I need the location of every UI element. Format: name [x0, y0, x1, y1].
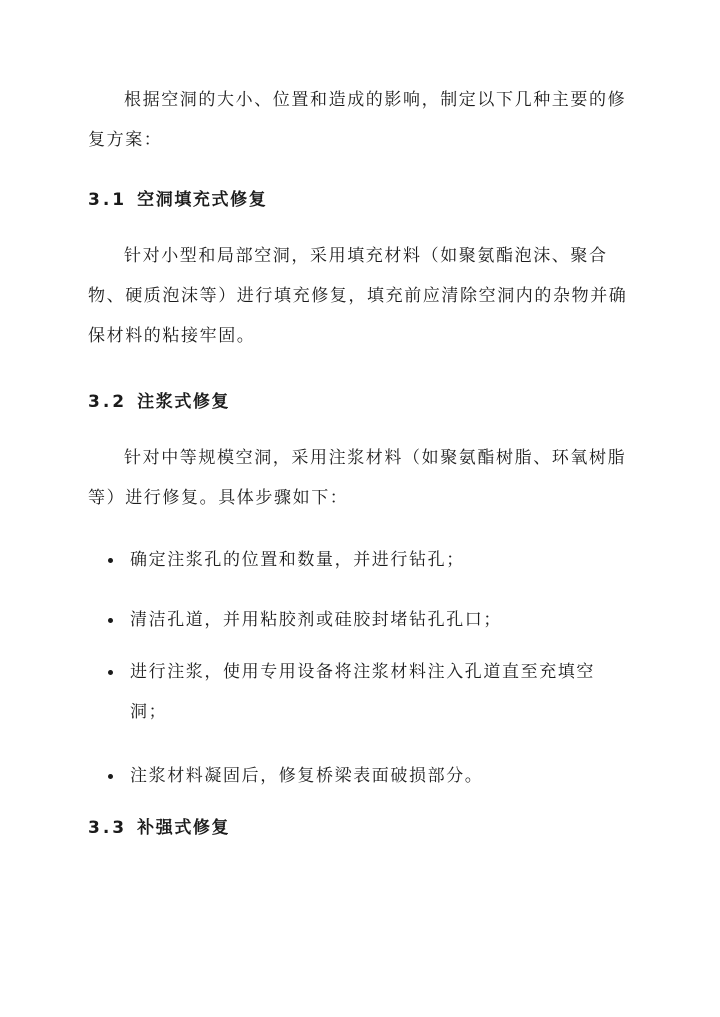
section-number: 3.3: [88, 818, 128, 838]
bullet-dot-icon: [108, 618, 113, 623]
list-item-text: 清洁孔道，并用粘胶剂或硅胶封堵钻孔孔口；: [130, 610, 502, 630]
section-heading-3-1: [0, 188, 720, 212]
section-heading-3-3: [0, 816, 720, 840]
section-title: 空洞填充式修复: [137, 190, 268, 210]
section-title: 补强式修复: [137, 818, 231, 838]
list-item-text: 注浆材料凝固后，修复桥梁表面破损部分。: [130, 766, 484, 786]
section-title: 注浆式修复: [137, 392, 231, 412]
section-3-2-body: [0, 438, 720, 518]
section-number: 3.1: [88, 190, 128, 210]
intro-text: 根据空洞的大小、位置和造成的影响，制定以下几种主要的修复方案：: [88, 90, 627, 150]
list-item-text: 进行注浆，使用专用设备将注浆材料注入孔道直至充填空洞；: [130, 662, 595, 722]
section-number: 3.2: [88, 392, 128, 412]
bullet-dot-icon: [108, 558, 113, 563]
section-body-text: 针对中等规模空洞，采用注浆材料（如聚氨酯树脂、环氧树脂等）进行修复。具体步骤如下：: [88, 448, 627, 508]
bullet-dot-icon: [108, 774, 113, 779]
intro-paragraph: [0, 80, 720, 160]
bullet-dot-icon: [108, 670, 113, 675]
section-3-1-body: [0, 236, 720, 356]
section-heading-3-2: [0, 390, 720, 414]
section-body-text: 针对小型和局部空洞，采用填充材料（如聚氨酯泡沫、聚合物、硬质泡沫等）进行填充修复，填充前应清除空洞内的杂物并确保材料的粘接牢固。: [88, 246, 628, 346]
list-item-text: 确定注浆孔的位置和数量，并进行钻孔；: [130, 550, 465, 570]
